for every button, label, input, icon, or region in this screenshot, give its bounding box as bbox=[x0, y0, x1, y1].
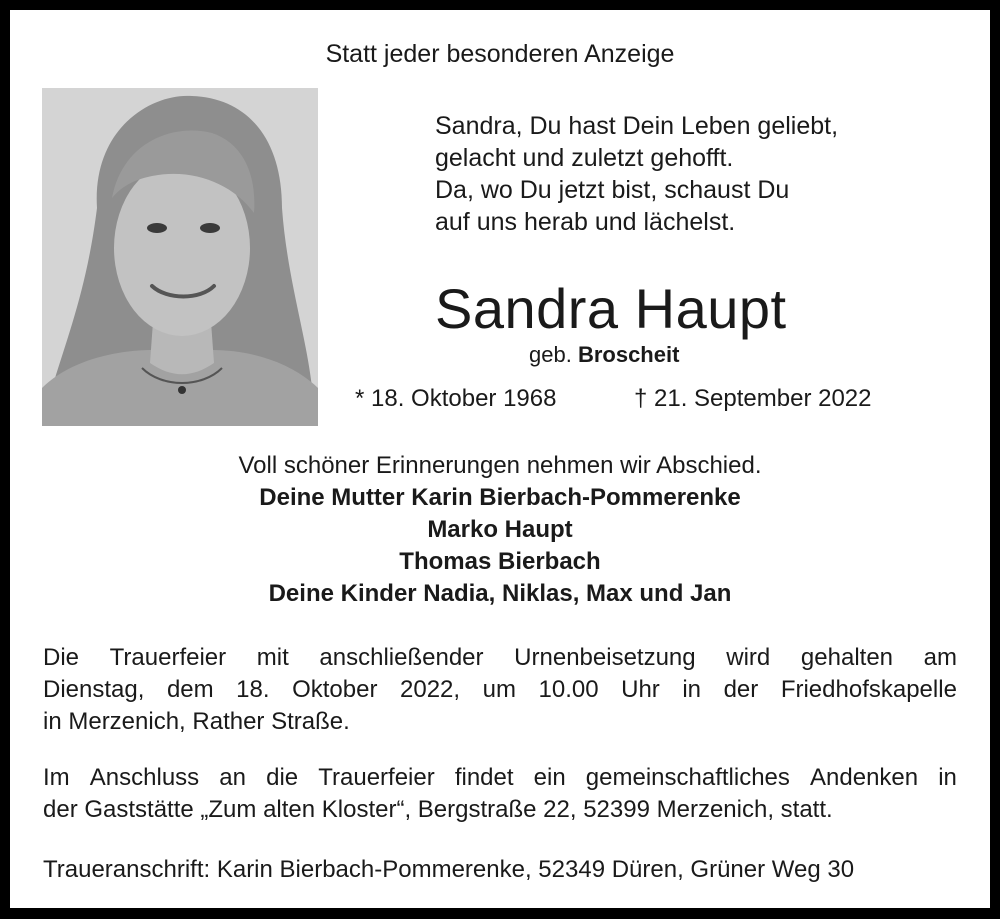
mourners-list bbox=[10, 482, 990, 610]
service-line bbox=[43, 642, 957, 674]
birth-name bbox=[529, 342, 679, 368]
farewell-line: Voll schöner Erinnerungen nehmen wir Abschied. bbox=[238, 452, 762, 479]
word: ein bbox=[533, 764, 566, 791]
word: an bbox=[219, 764, 246, 791]
mourner-name: Deine Mutter Karin Bierbach-Pommerenke bbox=[259, 484, 741, 511]
word: in bbox=[938, 764, 957, 791]
word: Uhr bbox=[621, 676, 660, 703]
word: Oktober bbox=[292, 676, 378, 703]
deceased-name: Sandra Haupt bbox=[435, 277, 787, 340]
word: mit bbox=[256, 644, 289, 671]
word: Anschluss bbox=[89, 764, 200, 791]
maiden-name: Broscheit bbox=[577, 342, 680, 367]
word: 18. bbox=[236, 676, 270, 703]
word: Die bbox=[43, 644, 80, 671]
word: findet bbox=[454, 764, 514, 791]
notice-header: Statt jeder besonderen Anzeige bbox=[325, 40, 675, 68]
gathering-info bbox=[43, 762, 957, 826]
word: der bbox=[723, 676, 759, 703]
poem-line: auf uns herab und lächelst. bbox=[435, 208, 736, 236]
word: 2022, bbox=[400, 676, 461, 703]
poem-line: Da, wo Du jetzt bist, schaust Du bbox=[435, 176, 790, 204]
pendant-shape bbox=[178, 386, 186, 394]
birth-date: * 18. Oktober 1968 bbox=[355, 385, 557, 412]
address-line: Traueranschrift: Karin Bierbach-Pommerenke, 52349 Düren, Grüner Weg 30 bbox=[43, 856, 855, 883]
service-info bbox=[43, 642, 957, 738]
memorial-poem bbox=[435, 110, 838, 238]
birth-name-prefix: geb. bbox=[529, 342, 572, 367]
word: Friedhofskapelle bbox=[780, 676, 957, 703]
left-eye-shape bbox=[147, 223, 167, 233]
word: wird bbox=[726, 644, 771, 671]
gathering-line: der Gaststätte „Zum alten Kloster“, Bergstraße 22, 52399 Merzenich, statt. bbox=[43, 796, 833, 823]
word: anschließender bbox=[319, 644, 484, 671]
word: in bbox=[682, 676, 702, 703]
word: 10.00 bbox=[538, 676, 599, 703]
word: Trauerfeier bbox=[318, 764, 435, 791]
word: Andenken bbox=[810, 764, 919, 791]
death-date: † 21. September 2022 bbox=[634, 385, 872, 412]
word: Im bbox=[43, 764, 70, 791]
word: am bbox=[923, 644, 957, 671]
mourner-name: Marko Haupt bbox=[427, 516, 573, 543]
mourner-name: Deine Kinder Nadia, Niklas, Max und Jan bbox=[268, 580, 732, 607]
portrait-icon bbox=[42, 88, 318, 426]
service-line bbox=[43, 674, 957, 706]
word: Dienstag, bbox=[43, 676, 145, 703]
poem-line: Sandra, Du hast Dein Leben geliebt, bbox=[435, 112, 839, 140]
poem-line: gelacht und zuletzt gehofft. bbox=[435, 144, 734, 172]
word: die bbox=[266, 764, 299, 791]
word: um bbox=[482, 676, 516, 703]
word: gehalten bbox=[800, 644, 894, 671]
portrait-photo bbox=[42, 88, 318, 426]
gathering-line bbox=[43, 762, 957, 794]
obituary-notice bbox=[10, 10, 990, 908]
word: gemeinschaftliches bbox=[585, 764, 790, 791]
mourner-name: Thomas Bierbach bbox=[399, 548, 601, 575]
service-line: in Merzenich, Rather Straße. bbox=[43, 708, 350, 735]
word: Urnenbeisetzung bbox=[514, 644, 696, 671]
mourning-address bbox=[43, 854, 957, 886]
word: Trauerfeier bbox=[109, 644, 227, 671]
word: dem bbox=[166, 676, 214, 703]
right-eye-shape bbox=[200, 223, 220, 233]
